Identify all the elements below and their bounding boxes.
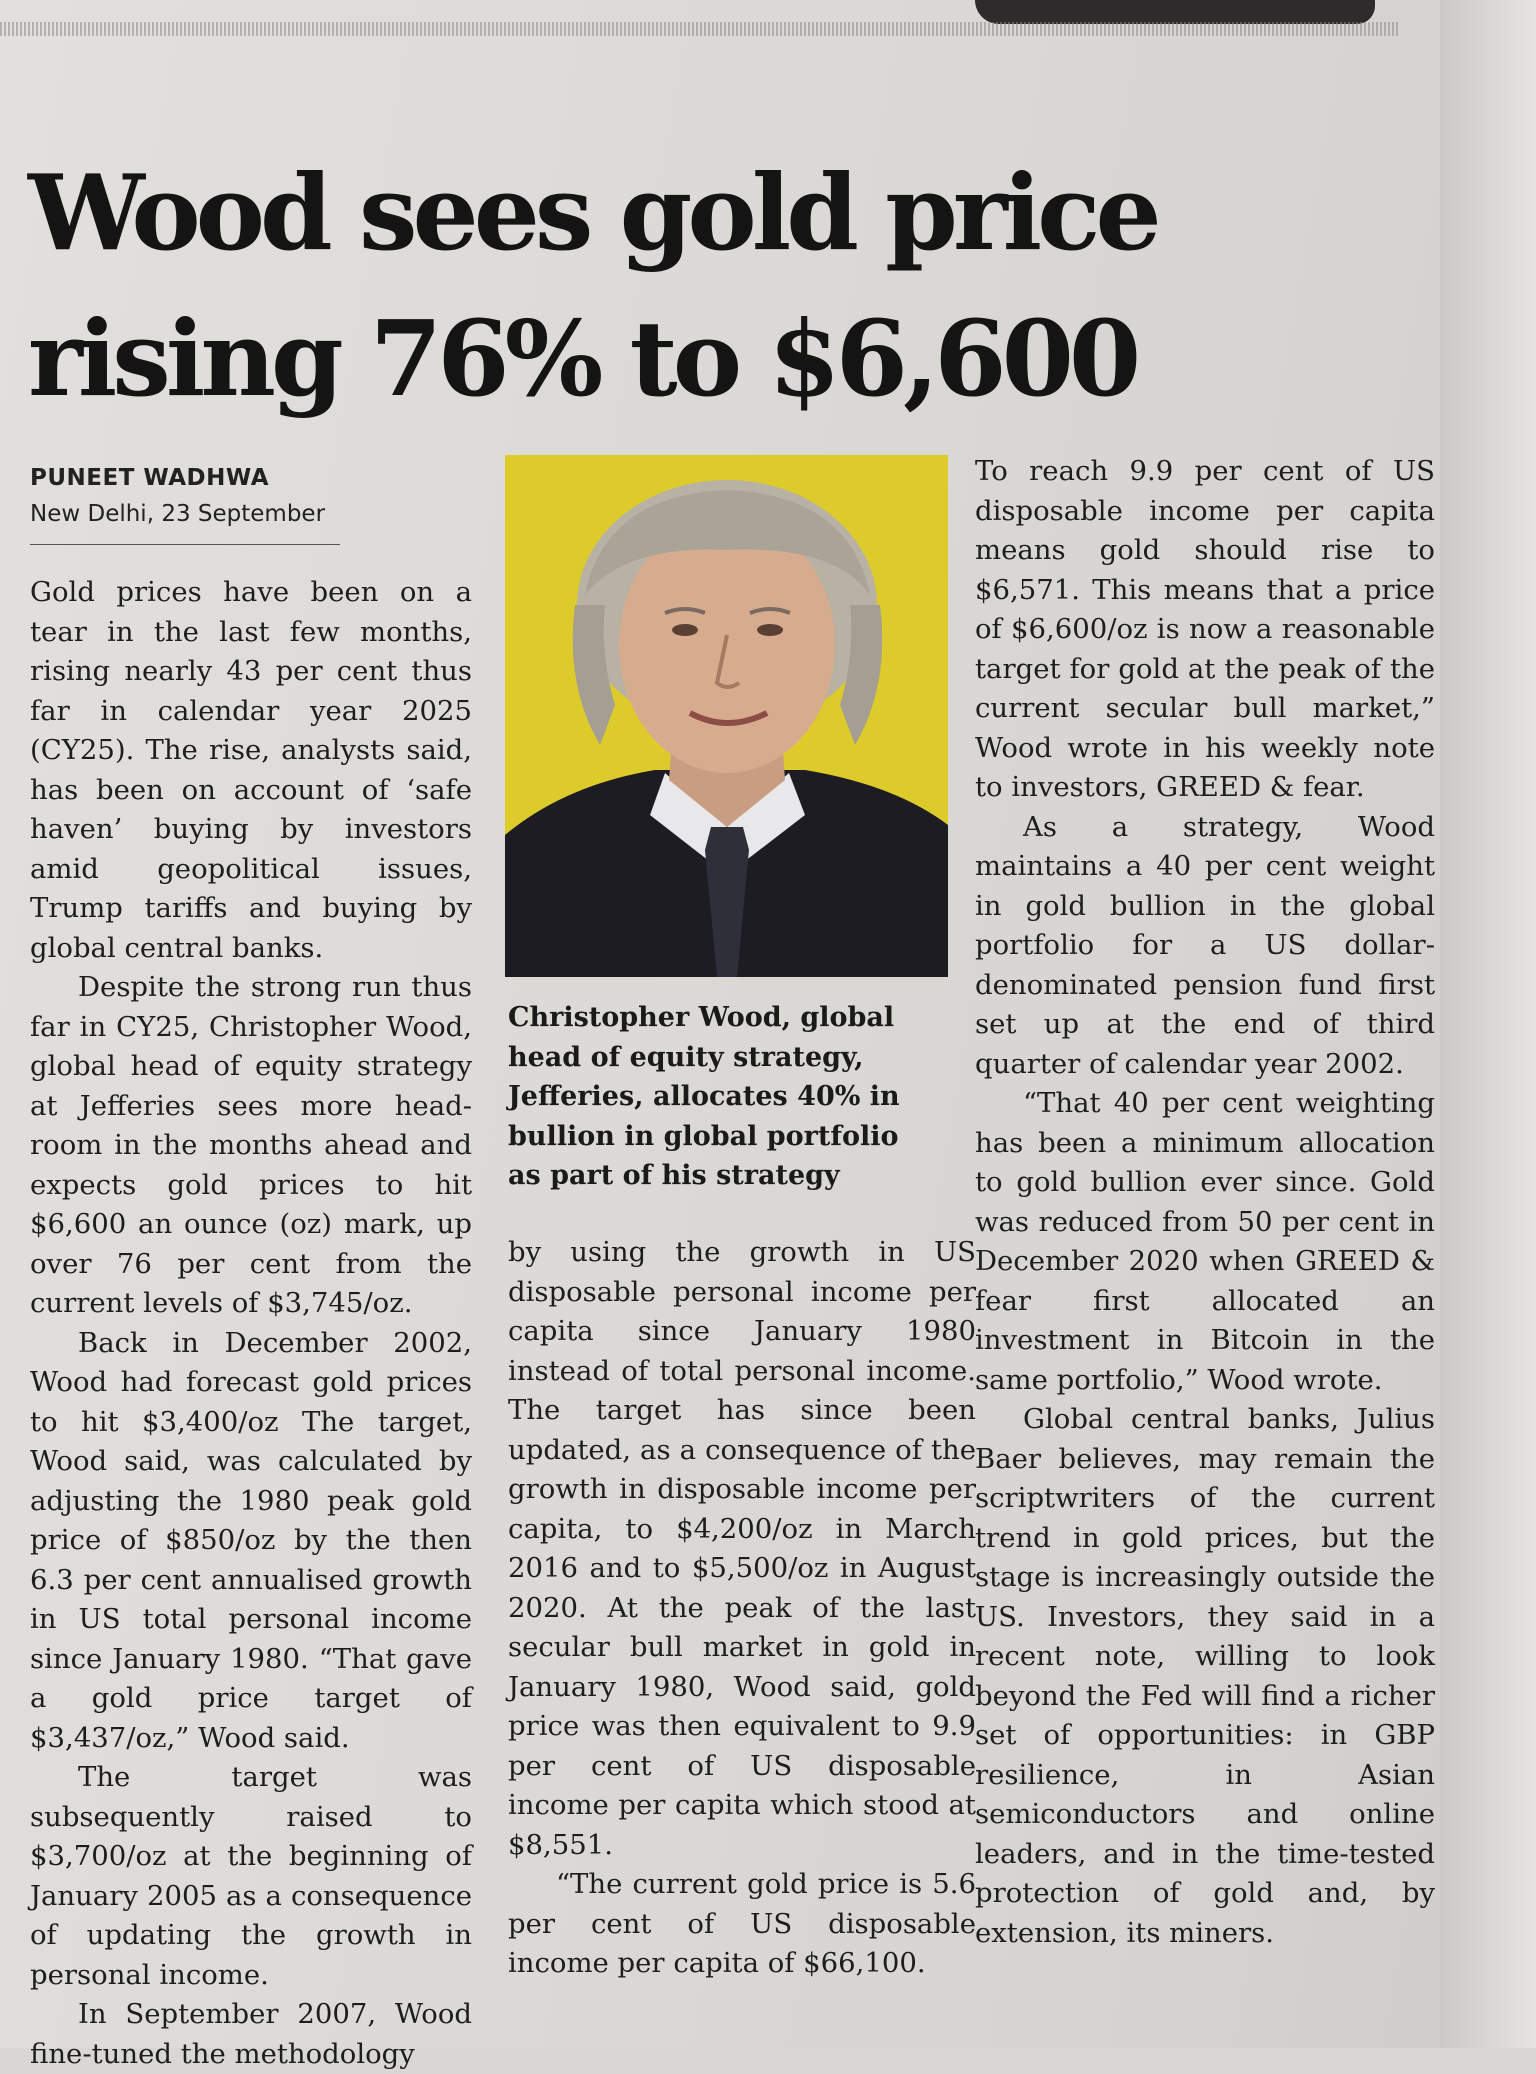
top-dotted-rule (0, 22, 1400, 36)
byline-divider (30, 544, 340, 545)
paragraph: Gold prices have been on a tear in the last few months, rising nearly 43 per cent thus far in calendar year 2025 (CY25). The rise, analysts said, has been on account of ‘safe haven’ buying by investors amid geopolitical issues, Trump tariffs and buying by global central banks. (30, 576, 472, 964)
paragraph: In September 2007, Wood fine-tuned the methodology (30, 1998, 472, 2070)
headline-line-1: Wood sees gold price (28, 151, 1157, 274)
headline (28, 140, 1228, 432)
adjacent-photo-fragment (975, 0, 1375, 24)
headline-line-2: rising 76% to $6,600 (28, 297, 1137, 420)
paragraph: Back in December 2002, Wood had forecast gold prices to hit $3,400/oz The target, Wood said, was calculated by adjusting the 1980 peak gold price of $850/oz by the then 6.3 per cent annualised growth in US total personal income since January 1980. “That gave a gold price target of $3,437/oz,” Wood said. (30, 1326, 472, 1754)
article-column-1 (30, 573, 472, 2074)
paragraph: Despite the strong run thus far in CY25, Christopher Wood, global head of equity strategy at Jefferies sees more head-room in the months ahead and expects gold prices to hit $6,600 an ounce (oz) mark, up over 76 per cent from the current levels of $3,745/oz. (30, 971, 472, 1319)
paragraph: Global central banks, Julius Baer believes, may remain the scriptwriters of the current trend in gold prices, but the stage is increasingly outside the US. Investors, they said in a recent note, willing to look beyond the Fed will find a richer set of opportunities: in GBP resilience, in Asian semiconductors and online leaders, and in the time-tested protection of gold and, by extension, its miners. (975, 1403, 1435, 1949)
paragraph: The target was subsequently raised to $3,700/oz at the beginning of January 2005 as a consequence of updating the growth in personal income. (30, 1761, 472, 1991)
paragraph: “That 40 per cent weighting has been a minimum allocation to gold bullion ever since. Gold was reduced from 50 per cent in December 2020 when GREED & fear first allocated an investment in Bitcoin in the same portfolio,” Wood wrote. (975, 1087, 1435, 1396)
paragraph: “The current gold price is 5.6 per cent of US disposable income per capita of $66,100. (508, 1868, 976, 1979)
portrait-illustration (505, 455, 948, 977)
paragraph: To reach 9.9 per cent of US disposable income per capita means gold should rise to $6,571. This means that a price of $6,600/oz is now a reasonable target for gold at the peak of the current secular bull market,” Wood wrote in his weekly note to investors, GREED & fear. (975, 455, 1435, 803)
portrait-photo (505, 455, 948, 977)
article-column-3 (975, 452, 1435, 1953)
paragraph: by using the growth in US disposable personal income per capita since January 1980 instead of total personal income. The target has since been updated, as a consequence of the growth in disposable income per capita, to $4,200/oz in March 2016 and to $5,500/oz in August 2020. At the peak of the last secular bull market in gold in January 1980, Wood said, gold price was then equivalent to 9.9 per cent of US disposable income per capita which stood at $8,551. (508, 1236, 976, 1861)
photo-caption: Christopher Wood, global head of equity strategy, Jefferies, allocates 40% in bullion in global portfolio as part of his strategy (508, 1002, 900, 1191)
article-column-2 (508, 1233, 976, 1984)
page-edge (1440, 0, 1536, 2048)
byline-dateline: New Delhi, 23 September (30, 501, 326, 527)
byline-author: PUNEET WADHWA (30, 465, 270, 491)
paragraph: As a strategy, Wood maintains a 40 per cent weight in gold bullion in the global portfolio for a US dollar-denominated pension fund first set up at the end of third quarter of calendar year 2002. (975, 810, 1435, 1080)
